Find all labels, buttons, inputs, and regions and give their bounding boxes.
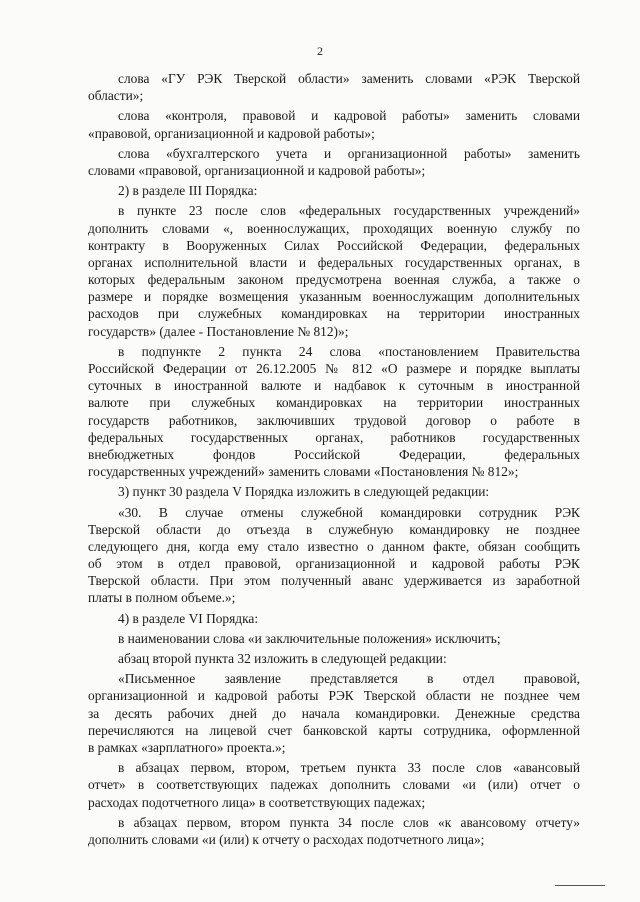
paragraph bbox=[88, 504, 580, 607]
paragraph bbox=[88, 202, 580, 340]
text-line: дополнить словами «, военнослужащих, проходящих военную службу по bbox=[88, 220, 580, 236]
text-line: в абзацах первом, втором пункта 34 после слов «к авансовому отчету» bbox=[118, 814, 580, 830]
text-line: федеральных государственных органах, работников государственных bbox=[88, 429, 580, 445]
text-line: области»; bbox=[88, 88, 144, 104]
text-line: валюте при служебных командировках на территории иностранных bbox=[88, 395, 580, 411]
page-number: 2 bbox=[317, 44, 323, 58]
text-line: расходов при служебных командировках на территории иностранных bbox=[88, 306, 580, 322]
text-line: расходах подотчетного лица» в соответствующих падежах; bbox=[88, 794, 426, 810]
text-line: государств работников, заключивших трудовой договор о работе в bbox=[88, 412, 580, 428]
text-line: 4) в разделе VI Порядка: bbox=[118, 610, 259, 626]
text-line: слова «бухгалтерского учета и организационной работы» заменить bbox=[118, 145, 580, 161]
paragraph bbox=[88, 145, 580, 179]
paragraph bbox=[88, 182, 580, 199]
text-line: перечисляются на лицевой счет банковской карты сотрудника, оформленной bbox=[88, 722, 580, 738]
text-line: Тверской области до отъезда в служебную командировку не позднее bbox=[88, 521, 580, 537]
text-line: Российской Федерации от 26.12.2005 № 812 «О размере и порядке выплаты bbox=[88, 361, 580, 376]
text-line: отчет» в соответствующих падежах дополнить словами «и (или) отчет о bbox=[88, 777, 580, 793]
text-line: государств» (далее - Постановление № 812)»; bbox=[88, 323, 349, 339]
text-line: платы в полном объеме.»; bbox=[88, 590, 236, 606]
paragraph bbox=[88, 483, 580, 500]
document-body bbox=[88, 70, 580, 848]
paragraph bbox=[88, 70, 580, 104]
text-line: слова «контроля, правовой и кадровой работы» заменить словами bbox=[118, 108, 580, 124]
text-line: дополнить словами «и (или) к отчету о расходах подотчетного лица»; bbox=[88, 831, 485, 847]
text-line: в наименовании слова «и заключительные положения» исключить; bbox=[118, 630, 501, 646]
paragraph bbox=[88, 650, 580, 667]
paragraph bbox=[88, 759, 580, 811]
paragraph bbox=[88, 610, 580, 627]
text-line: в рамках «зарплатного» проекта.»; bbox=[88, 739, 286, 755]
text-line: суточных в иностранной валюте и надбавок к суточным в иностранной bbox=[88, 378, 580, 394]
text-line: организационной и кадровой работы РЭК Тверской области не позднее чем bbox=[88, 688, 580, 704]
text-line: за десять рабочих дней до начала командировки. Денежные средства bbox=[88, 705, 580, 721]
paragraph bbox=[88, 670, 580, 756]
text-line: в подпункте 2 пункта 24 слова «постановлением Правительства bbox=[118, 343, 580, 359]
text-line: слова «ГУ РЭК Тверской области» заменить словами «РЭК Тверской bbox=[118, 71, 580, 86]
text-line: «Письменное заявление представляется в отдел правовой, bbox=[118, 671, 580, 687]
text-line: «30. В случае отмены служебной командировки сотрудник РЭК bbox=[118, 504, 580, 520]
signature-line bbox=[555, 885, 605, 886]
text-line: в пункте 23 после слов «федеральных государственных учреждений» bbox=[118, 203, 580, 219]
text-line: Тверской области. При этом полученный аванс удерживается из заработной bbox=[88, 573, 580, 589]
text-line: об этом в отдел правовой, организационной и кадровой работы РЭК bbox=[88, 556, 580, 572]
paragraph bbox=[88, 343, 580, 481]
text-line: размере и порядке возмещения указанным военнослужащим дополнительных bbox=[88, 289, 580, 305]
text-line: внебюджетных фондов Российской Федерации, федеральных bbox=[88, 446, 580, 462]
paragraph bbox=[88, 814, 580, 848]
text-line: «правовой, организационной и кадровой работы»; bbox=[88, 125, 375, 141]
paragraph bbox=[88, 107, 580, 141]
paragraph bbox=[88, 630, 580, 647]
text-line: которых федеральным законом предусмотрена военная служба, а также о bbox=[88, 272, 580, 288]
text-line: словами «правовой, организационной и кадровой работы»; bbox=[88, 162, 426, 178]
text-line: 3) пункт 30 раздела V Порядка изложить в следующей редакции: bbox=[118, 484, 490, 500]
text-line: следующего дня, когда ему стало известно о данном факте, обязан сообщить bbox=[88, 538, 580, 554]
text-line: абзац второй пункта 32 изложить в следующей редакции: bbox=[118, 651, 447, 666]
text-line: государственных учреждений» заменить словами «Постановления № 812»; bbox=[88, 464, 519, 480]
text-line: контракту в Вооруженных Силах Российской Федерации, федеральных bbox=[88, 237, 580, 253]
text-line: в абзацах первом, втором, третьем пункта 33 после слов «авансовый bbox=[118, 760, 580, 776]
text-line: органах исполнительной власти и федеральных государственных органах, в bbox=[88, 254, 580, 270]
text-line: 2) в разделе III Порядка: bbox=[118, 183, 258, 199]
